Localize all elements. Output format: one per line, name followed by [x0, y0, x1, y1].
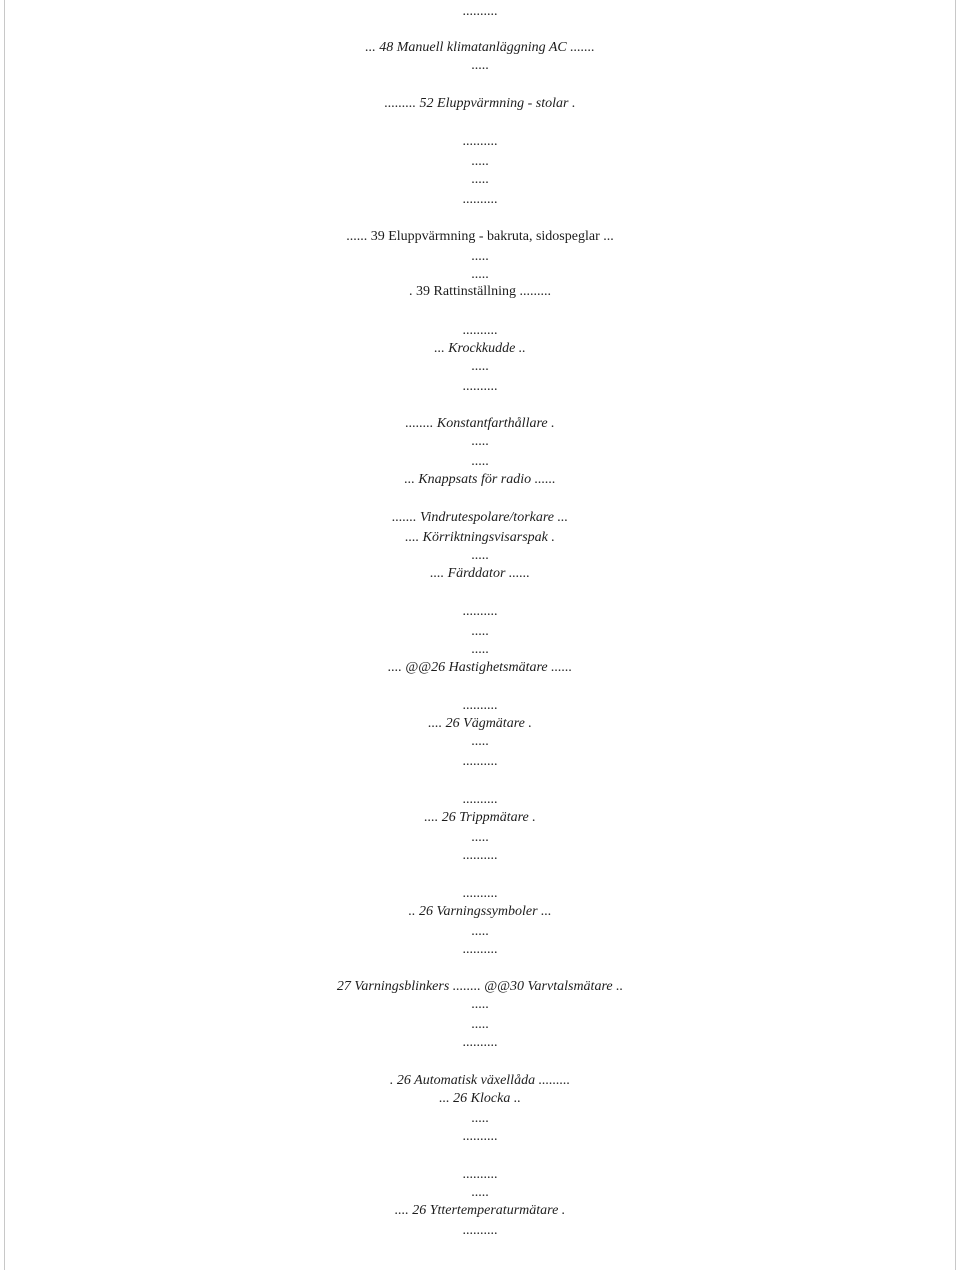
dot-leader: ..... [471, 359, 489, 374]
toc-entry: .... 26 Vägmätare . [428, 716, 532, 731]
dot-leader: .......... [462, 379, 498, 394]
toc-entry: ... Knappsats för radio ...... [404, 472, 556, 487]
dot-leader: ..... [471, 548, 489, 563]
toc-entry: ...... 39 Eluppvärmning - bakruta, sidospeglar ... [346, 229, 614, 244]
dot-leader: ..... [471, 997, 489, 1012]
toc-entry: ......... 52 Eluppvärmning - stolar . [384, 96, 576, 111]
toc-entry: .... Körriktningsvisarspak . [405, 530, 555, 545]
toc-entry: .. 26 Varningssymboler ... [408, 904, 552, 919]
dot-leader: .......... [462, 1223, 498, 1238]
dot-leader: .......... [462, 134, 498, 149]
toc-entry: .... @@26 Hastighetsmätare ...... [387, 660, 573, 675]
dot-leader: ..... [471, 830, 489, 845]
dot-leader: .......... [462, 323, 498, 338]
toc-entry: .... 26 Yttertemperaturmätare . [394, 1203, 566, 1218]
dot-leader: .......... [462, 192, 498, 207]
toc-entry: . 39 Rattinställning ......... [409, 284, 551, 299]
toc-entry: ... Krockkudde .. [434, 341, 526, 356]
dot-leader: ..... [471, 434, 489, 449]
dot-leader: .......... [462, 1167, 498, 1182]
dot-leader: .......... [462, 1129, 498, 1144]
toc-entry: .... Färddator ...... [430, 566, 530, 581]
dot-leader: .......... [462, 942, 498, 957]
dot-leader: .......... [462, 886, 498, 901]
toc-entry: 27 Varningsblinkers ........ @@30 Varvtalsmätare .. [336, 979, 624, 994]
dot-leader: ..... [471, 249, 489, 264]
dot-leader: ..... [471, 1017, 489, 1032]
dot-leader: ..... [471, 924, 489, 939]
dot-leader: ..... [471, 624, 489, 639]
dot-leader: ..... [471, 58, 489, 73]
toc-entry: ....... Vindrutespolare/torkare ... [391, 510, 569, 525]
dot-leader: ..... [471, 1185, 489, 1200]
toc-entry: ... 26 Klocka .. [439, 1091, 521, 1106]
dot-leader: ..... [471, 734, 489, 749]
dot-leader: .......... [462, 848, 498, 863]
toc-entry: .... 26 Trippmätare . [424, 810, 536, 825]
dot-leader: ..... [471, 154, 489, 169]
toc-entry: . 26 Automatisk växellåda ......... [389, 1073, 571, 1088]
toc-entry: ........ Konstantfarthållare . [405, 416, 555, 431]
dot-leader: .......... [462, 4, 498, 19]
dot-leader: .......... [462, 698, 498, 713]
dot-leader: ..... [471, 172, 489, 187]
dot-leader: .......... [462, 754, 498, 769]
dot-leader: ..... [471, 454, 489, 469]
dot-leader: .......... [462, 604, 498, 619]
dot-leader: ..... [471, 267, 489, 282]
dot-leader: .......... [462, 1035, 498, 1050]
dot-leader: .......... [462, 792, 498, 807]
dot-leader: ..... [471, 1111, 489, 1126]
dot-leader: ..... [471, 642, 489, 657]
toc-entry: ... 48 Manuell klimatanläggning AC ....... [365, 40, 595, 55]
